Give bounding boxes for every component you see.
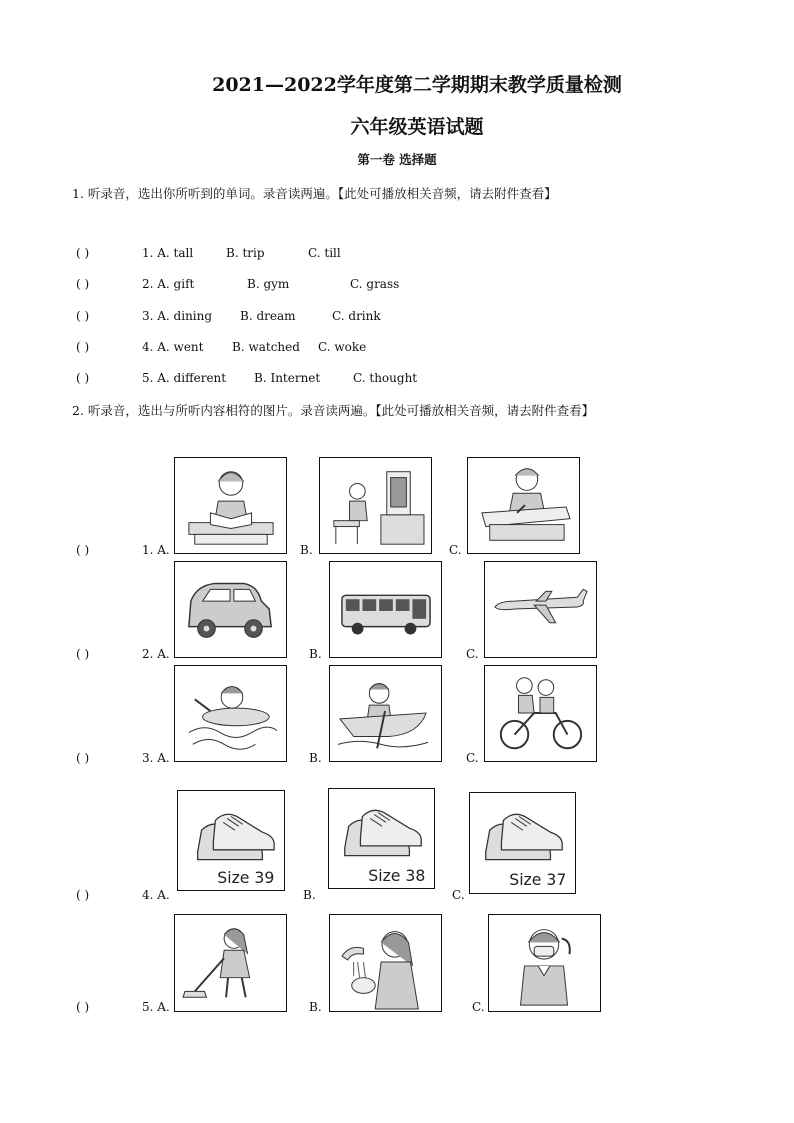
option-a: 3. A. (142, 751, 170, 765)
option-b: B. (309, 751, 322, 765)
option-c: C. grass (350, 277, 400, 291)
picture-girl-watching-tv[interactable] (319, 457, 432, 554)
option-a: 2. A. gift (142, 277, 195, 291)
picture-girl-washing-hands[interactable] (329, 914, 442, 1012)
picture-girl-reading[interactable] (174, 457, 287, 554)
picture-girl-writing[interactable] (467, 457, 580, 554)
option-a: 2. A. (142, 647, 170, 661)
picture-girl-sweeping[interactable] (174, 914, 287, 1012)
option-a: 5. A. different (142, 371, 227, 385)
option-a: 5. A. (142, 1000, 170, 1014)
exam-subtitle: 六年级英语试题 (350, 116, 484, 138)
picture-shoes-size-38[interactable] (328, 788, 435, 889)
q2-item-2 (76, 647, 170, 661)
q2-item-1 (76, 543, 170, 557)
answer-paren[interactable]: ( ) (76, 888, 90, 902)
option-b: B. (309, 1000, 322, 1014)
option-a: 1. A. (142, 543, 170, 557)
picture-boys-cycling[interactable] (484, 665, 597, 762)
option-c: C. drink (332, 309, 381, 323)
option-b: B. dream (240, 309, 296, 323)
q1-item-4 (76, 340, 367, 354)
picture-boy-rowing-boat[interactable] (329, 665, 442, 762)
option-a: 1. A. tall (142, 246, 194, 260)
option-b: B. (303, 888, 316, 902)
shoe-size-label: Size 37 (509, 870, 567, 890)
answer-paren[interactable]: ( ) (76, 309, 90, 323)
option-a: 3. A. dining (142, 309, 213, 323)
option-c: C. till (308, 246, 341, 260)
q1-prompt: 1. 听录音，选出你所听到的单词。录音读两遍。【此处可播放相关音频，请去附件查看】 (72, 186, 557, 201)
option-b: B. (300, 543, 313, 557)
option-a: 4. A. went (142, 340, 204, 354)
option-c: C. (449, 543, 462, 557)
shoe-size-label: Size 38 (368, 866, 426, 886)
q1-item-3 (76, 309, 381, 323)
q1-item-1 (76, 246, 341, 260)
option-a: 4. A. (142, 888, 170, 902)
answer-paren[interactable]: ( ) (76, 277, 90, 291)
option-b: B. Internet (254, 371, 321, 385)
picture-airplane[interactable] (484, 561, 597, 658)
q2-prompt: 2. 听录音，选出与所听内容相符的图片。录音读两遍。【此处可播放相关音频，请去附件查看】 (72, 403, 595, 418)
picture-car[interactable] (174, 561, 287, 658)
q2-item-4 (76, 888, 170, 902)
option-c: C. (466, 751, 479, 765)
answer-paren[interactable]: ( ) (76, 1000, 90, 1014)
answer-paren[interactable]: ( ) (76, 371, 90, 385)
option-b: B. gym (247, 277, 290, 291)
q2-item-3 (76, 751, 170, 765)
picture-girl-wearing-mask[interactable] (488, 914, 601, 1012)
answer-paren[interactable]: ( ) (76, 751, 90, 765)
picture-shoes-size-39[interactable] (177, 790, 285, 891)
option-b: B. trip (226, 246, 265, 260)
option-c: C. (452, 888, 465, 902)
shoe-size-label: Size 39 (217, 868, 275, 888)
q2-item-5 (76, 1000, 170, 1014)
answer-paren[interactable]: ( ) (76, 246, 90, 260)
picture-bus[interactable] (329, 561, 442, 658)
q1-item-5 (76, 371, 418, 385)
section-title: 第一卷 选择题 (357, 152, 437, 167)
answer-paren[interactable]: ( ) (76, 543, 90, 557)
option-c: C. woke (318, 340, 367, 354)
option-b: B. (309, 647, 322, 661)
answer-paren[interactable]: ( ) (76, 340, 90, 354)
q1-item-2 (76, 277, 400, 291)
option-b: B. watched (232, 340, 300, 354)
answer-paren[interactable]: ( ) (76, 647, 90, 661)
option-c: C. (472, 1000, 485, 1014)
option-c: C. (466, 647, 479, 661)
picture-boy-swimming[interactable] (174, 665, 287, 762)
option-c: C. thought (353, 371, 418, 385)
exam-title: 2021—2022学年度第二学期期末教学质量检测 (212, 74, 622, 96)
picture-shoes-size-37[interactable] (469, 792, 576, 894)
